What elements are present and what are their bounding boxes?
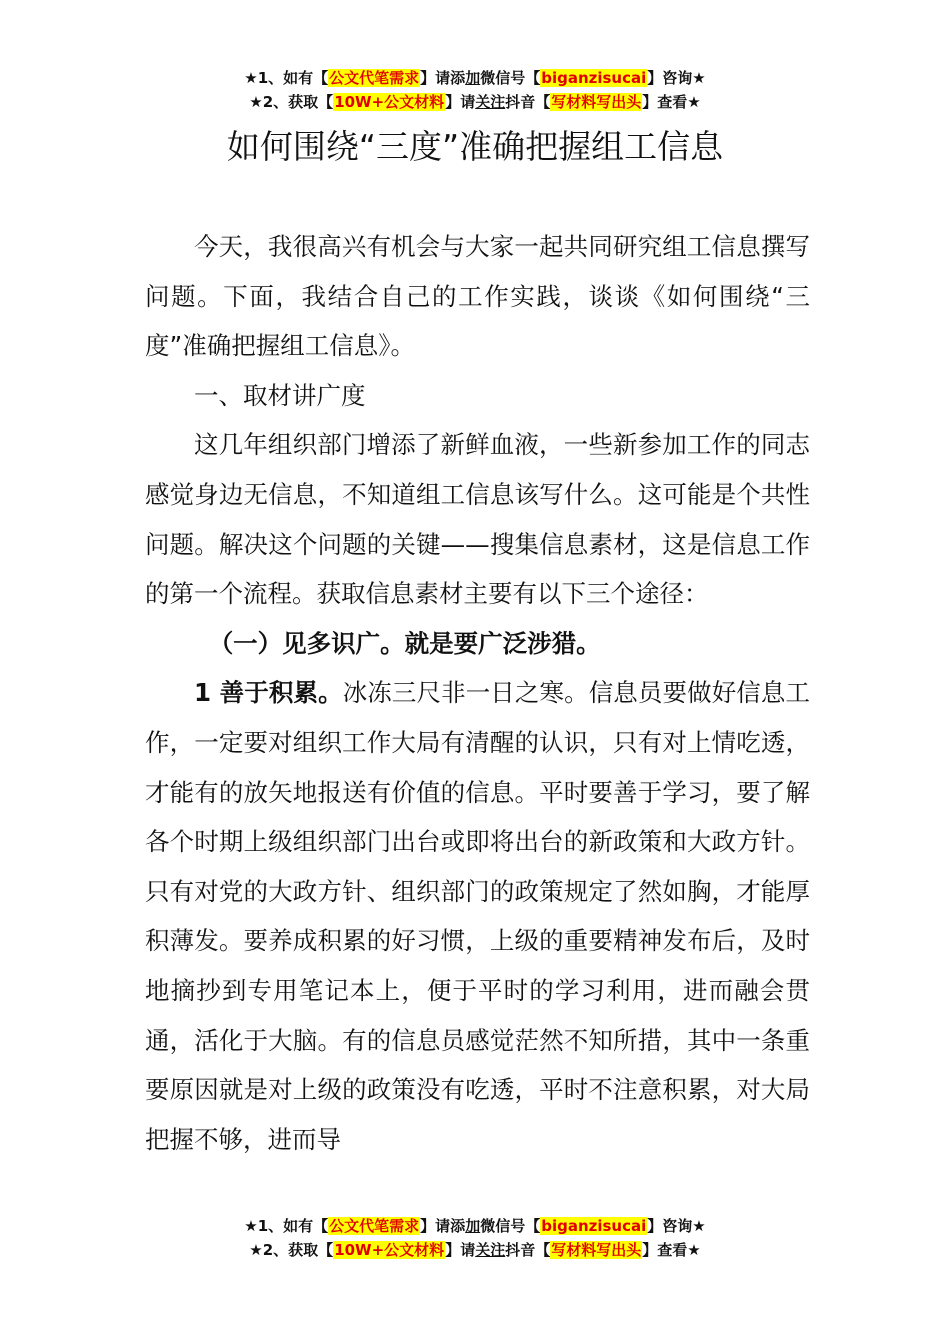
banner-underline: 关注 [475, 93, 506, 111]
document-title: 如何围绕“三度”准确把握组工信息 [226, 127, 724, 166]
banner-text: 】查看★ [642, 1241, 701, 1259]
banner-text: ★1、如有【 [244, 69, 329, 87]
banner-line-1 [0, 1214, 950, 1238]
banner-highlight: 公文代笔需求 [329, 69, 420, 87]
banner-underline: 加 [465, 1217, 481, 1235]
banner-line-1 [0, 66, 950, 90]
banner-text: 】请添 [420, 69, 466, 87]
banner-line-2 [0, 90, 950, 114]
banner-text: ★1、如有【 [244, 1217, 329, 1235]
banner-highlight: biganzisucai [541, 1217, 647, 1235]
banner-highlight: 10W+公文材料 [334, 1241, 445, 1259]
header-banner [0, 66, 950, 114]
banner-text: 抖音【 [505, 93, 551, 111]
banner-text: 微信号【 [480, 1217, 541, 1235]
banner-text: 】请添 [420, 1217, 466, 1235]
banner-text: 微信号【 [480, 69, 541, 87]
banner-highlight: 10W+公文材料 [334, 93, 445, 111]
document-body [145, 222, 810, 1164]
item-text: 冰冻三尺非一日之寒。信息员要做好信息工作，一定要对组织工作大局有清醒的认识，只有对上情吃透，才能有的放矢地报送有价值的信息。平时要善于学习，要了解各个时期上级组织部门出台或即将出台的新政策和大政方针。只有对党的大政方针、组织部门的政策规定了然如胸，才能厚积薄发。要养成积累的好习惯，上级的重要精神发布后，及时地摘抄到专用笔记本上，便于平时的学习利用，进而融会贯通，活化于大脑。有的信息员感觉茫然不知所措，其中一条重要原因就是对上级的政策没有吃透，平时不注意积累，对大局把握不够，进而导 [145, 678, 811, 1154]
section-heading: 一、取材讲广度 [194, 380, 366, 410]
footer-banner [0, 1214, 950, 1262]
item-lead: 1 善于积累。 [194, 678, 343, 708]
banner-text: 】查看★ [642, 93, 701, 111]
paragraph: 这几年组织部门增添了新鲜血液，一些新参加工作的同志感觉身边无信息，不知道组工信息该写什么。这可能是个共性问题。解决这个问题的关键——搜集信息素材，这是信息工作的第一个流程。获取信息素材主要有以下三个途径： [145, 430, 810, 609]
paragraph [145, 668, 810, 1164]
banner-highlight: 写材料写出头 [551, 93, 642, 111]
banner-underline: 关注 [475, 1241, 506, 1259]
subsection-heading: （一）见多识广。就是要广泛涉猎。 [208, 628, 601, 658]
banner-underline: 加 [465, 69, 481, 87]
banner-text: 】请 [445, 1241, 476, 1259]
banner-text: 】咨询★ [647, 69, 706, 87]
banner-text: 抖音【 [505, 1241, 551, 1259]
banner-line-2 [0, 1238, 950, 1262]
banner-text: 】请 [445, 93, 476, 111]
banner-text: ★2、获取【 [249, 1241, 334, 1259]
banner-highlight: biganzisucai [541, 69, 647, 87]
paragraph-intro: 今天，我很高兴有机会与大家一起共同研究组工信息撰写问题。下面，我结合自己的工作实践，谈谈《如何围绕“三度”准确把握组工信息》。 [145, 232, 810, 361]
banner-highlight: 写材料写出头 [551, 1241, 642, 1259]
banner-text: ★2、获取【 [249, 93, 334, 111]
banner-text: 】咨询★ [647, 1217, 706, 1235]
banner-highlight: 公文代笔需求 [329, 1217, 420, 1235]
